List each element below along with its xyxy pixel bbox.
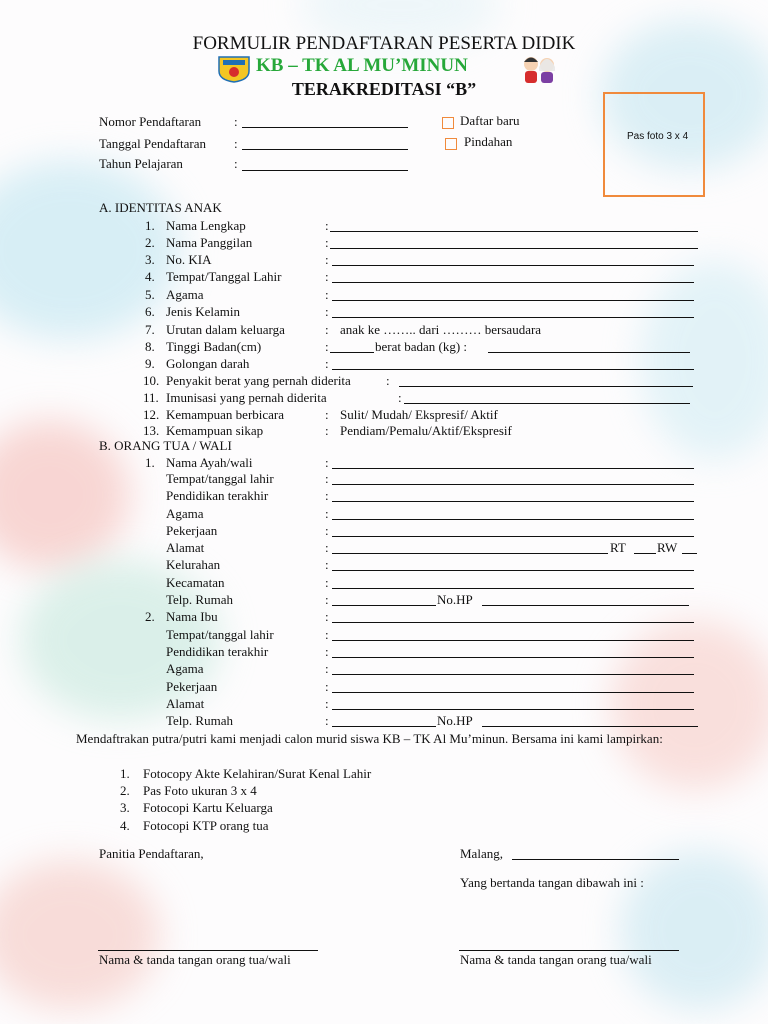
alamat-field[interactable] bbox=[332, 553, 608, 554]
item-number: 5. bbox=[145, 287, 155, 302]
telp-rumah-field[interactable] bbox=[332, 726, 436, 727]
item-label: Kemampuan berbicara bbox=[166, 407, 285, 422]
parent-field-input[interactable] bbox=[332, 501, 694, 502]
item-number: 8. bbox=[145, 339, 155, 354]
statement-text: Mendaftrakan putra/putri kami menjadi calon murid siswa KB – TK Al Mu’minun. Bersama ini kami lampirkan: bbox=[76, 731, 663, 746]
item-field[interactable] bbox=[332, 317, 694, 318]
parent-number: 2. bbox=[145, 609, 155, 624]
item-field[interactable] bbox=[399, 386, 693, 387]
item-number: 9. bbox=[145, 356, 155, 371]
nomor-pendaftaran-field[interactable] bbox=[242, 127, 408, 128]
attachment-number: 1. bbox=[120, 766, 130, 781]
parent-field-input[interactable] bbox=[332, 692, 694, 693]
section-b-title: B. ORANG TUA / WALI bbox=[99, 438, 232, 453]
item-value: Pendiam/Pemalu/Aktif/Ekspresif bbox=[340, 423, 512, 438]
item-value: berat badan (kg) : bbox=[375, 339, 468, 354]
attachment-item: Fotocopi Kartu Keluarga bbox=[143, 800, 273, 815]
item-field[interactable] bbox=[404, 403, 690, 404]
pindahan-checkbox[interactable] bbox=[445, 138, 457, 150]
section-a-title: A. IDENTITAS ANAK bbox=[99, 200, 222, 215]
item-label: Golongan darah bbox=[166, 356, 250, 371]
right-signature-line[interactable] bbox=[459, 950, 679, 951]
parent-field-input[interactable] bbox=[332, 709, 694, 710]
tanggal-pendaftaran-label: Tanggal Pendaftaran bbox=[99, 136, 207, 151]
nomor-pendaftaran-label: Nomor Pendaftaran bbox=[99, 114, 202, 129]
photo-box bbox=[603, 92, 705, 197]
item-number: 10. bbox=[143, 373, 160, 388]
attachment-number: 3. bbox=[120, 800, 130, 815]
attachment-item: Fotocopy Akte Kelahiran/Surat Kenal Lahir bbox=[143, 766, 372, 781]
left-signature-line[interactable] bbox=[98, 950, 318, 951]
item-label: Tempat/Tanggal Lahir bbox=[166, 269, 282, 284]
parent-field-label: Agama bbox=[166, 506, 204, 521]
parent-field-label: Alamat bbox=[166, 540, 205, 555]
rw-field[interactable] bbox=[682, 553, 697, 554]
item-field[interactable] bbox=[330, 231, 698, 232]
date-field[interactable] bbox=[512, 859, 679, 860]
parent-field-label: Telp. Rumah bbox=[166, 592, 233, 607]
item-value: Sulit/ Mudah/ Ekspresif/ Aktif bbox=[340, 407, 498, 422]
berat-badan-field[interactable] bbox=[488, 352, 690, 353]
item-number: 13. bbox=[143, 423, 160, 438]
item-field[interactable] bbox=[330, 248, 698, 249]
parent-field-label: Tempat/tanggal lahir bbox=[166, 627, 274, 642]
item-label: Kemampuan sikap bbox=[166, 423, 264, 438]
parent-field-label: Kelurahan bbox=[166, 557, 221, 572]
item-label: Agama bbox=[166, 287, 204, 302]
item-label: Tinggi Badan(cm) bbox=[166, 339, 262, 354]
school-name: KB – TK AL MU’MINUN bbox=[256, 55, 468, 76]
parent-field-label: Tempat/tanggal lahir bbox=[166, 471, 274, 486]
place-label: Malang, bbox=[460, 846, 503, 861]
tahun-pelajaran-field[interactable] bbox=[242, 170, 408, 171]
attachment-number: 2. bbox=[120, 783, 130, 798]
nohp-field[interactable] bbox=[482, 605, 689, 606]
tanggal-pendaftaran-field[interactable] bbox=[242, 149, 408, 150]
item-label: Jenis Kelamin bbox=[166, 304, 241, 319]
parent-field-input[interactable] bbox=[332, 588, 694, 589]
parent-field-label: Telp. Rumah bbox=[166, 713, 233, 728]
item-number: 12. bbox=[143, 407, 160, 422]
parent-field-label: Kecamatan bbox=[166, 575, 225, 590]
parent-field-label: Pekerjaan bbox=[166, 679, 218, 694]
item-field[interactable] bbox=[332, 369, 694, 370]
daftar-baru-label: Daftar baru bbox=[460, 113, 520, 128]
item-field[interactable] bbox=[332, 265, 694, 266]
parent-field-label: Alamat bbox=[166, 696, 205, 711]
item-field[interactable] bbox=[330, 352, 374, 353]
parent-field-input[interactable] bbox=[332, 570, 694, 571]
parent-field-label: Agama bbox=[166, 661, 204, 676]
parent-field-input[interactable] bbox=[332, 640, 694, 641]
item-field[interactable] bbox=[332, 282, 694, 283]
attachment-number: 4. bbox=[120, 818, 130, 833]
item-label: Imunisasi yang pernah diderita bbox=[166, 390, 327, 405]
nohp-label: No.HP bbox=[437, 592, 473, 607]
parent-field-label: Pendidikan terakhir bbox=[166, 644, 269, 659]
tahun-pelajaran-label: Tahun Pelajaran bbox=[99, 156, 183, 171]
item-label: Penyakit berat yang pernah diderita bbox=[166, 373, 351, 388]
rw-label: RW bbox=[657, 540, 678, 555]
form-title: FORMULIR PENDAFTARAN PESERTA DIDIK bbox=[192, 33, 576, 54]
item-number: 11. bbox=[143, 390, 159, 405]
item-label: Urutan dalam keluarga bbox=[166, 322, 285, 337]
photo-box-label: Pas foto 3 x 4 bbox=[627, 131, 689, 142]
item-number: 2. bbox=[145, 235, 155, 250]
item-number: 1. bbox=[145, 218, 155, 233]
parent-field-input[interactable] bbox=[332, 536, 694, 537]
panitia-label: Panitia Pendaftaran, bbox=[99, 846, 204, 861]
item-label: Nama Panggilan bbox=[166, 235, 253, 250]
accreditation: TERAKREDITASI “B” bbox=[291, 79, 477, 99]
item-number: 4. bbox=[145, 269, 155, 284]
parent-field-label: Pekerjaan bbox=[166, 523, 218, 538]
parent-field-label: Nama Ibu bbox=[166, 609, 218, 624]
item-field[interactable] bbox=[332, 300, 694, 301]
telp-rumah-field[interactable] bbox=[332, 605, 436, 606]
parent-field-input[interactable] bbox=[332, 484, 694, 485]
attachment-item: Fotocopi KTP orang tua bbox=[143, 818, 269, 833]
nohp-field[interactable] bbox=[482, 726, 698, 727]
parent-field-input[interactable] bbox=[332, 622, 694, 623]
rt-field[interactable] bbox=[634, 553, 656, 554]
right-signature-caption: Nama & tanda tangan orang tua/wali bbox=[460, 952, 652, 967]
rt-label: RT bbox=[610, 540, 626, 555]
attachment-item: Pas Foto ukuran 3 x 4 bbox=[143, 783, 257, 798]
undersigned-label: Yang bertanda tangan dibawah ini : bbox=[460, 875, 644, 890]
daftar-baru-checkbox[interactable] bbox=[442, 117, 454, 129]
item-value: anak ke …….. dari ……… bersaudara bbox=[340, 322, 542, 337]
parent-field-input[interactable] bbox=[332, 657, 694, 658]
parent-field-input[interactable] bbox=[332, 674, 694, 675]
item-number: 6. bbox=[145, 304, 155, 319]
item-number: 7. bbox=[145, 322, 155, 337]
pindahan-label: Pindahan bbox=[464, 134, 513, 149]
item-number: 3. bbox=[145, 252, 155, 267]
left-signature-caption: Nama & tanda tangan orang tua/wali bbox=[99, 952, 291, 967]
parent-field-input[interactable] bbox=[332, 519, 694, 520]
parent-field-input[interactable] bbox=[332, 468, 694, 469]
registration-form: FORMULIR PENDAFTARAN PESERTA DIDIK KB – TK AL MU’MINUN TERAKREDITASI “B” Pas foto 3 x 4 Nomor Pendaftaran : Tanggal Pendaftaran : Tahun Pelajaran : Daftar baru Pindahan A. IDENTITAS ANAK 1. Nama Lengkap : 2. Nama Panggilan : 3. No. KIA : 4. Tempat/Tanggal Lahir : 5. Agama : 6. Jenis Kelamin : 7. Urutan dalam keluarga : anak ke …….. dari ……… bersaudara 8. Tinggi Badan(cm) : berat badan (kg) : 9. Golongan darah : 10. Penyakit berat yang pernah diderita : 11. Imunisasi yang pernah diderita : 12. Kemampuan berbicara : Sulit/ Mudah/ Ekspresif/ Aktif 13. Kemampuan sikap : Pendiam/Pemalu/Aktif/Ekspresif B. ORANG TUA / WALI 1. Nama Ayah/wali : Tempat/tanggal lahir : Pendidikan terakhir : Agama : Pekerjaan : Alamat : RT RW Kelurahan : Kecamatan : Telp. Rumah : No.HP 2. Nama Ibu : Tempat/tanggal lahir : Pendidikan terakhir : Agama : Pekerjaan : Alamat : Telp. Rumah : No.HP Mendaftrakan putra/putri kami menjadi calon murid siswa KB – TK Al Mu’minun. Bersama ini kami lampirkan: 1. Fotocopy Akte Kelahiran/Surat Kenal Lahir 2. Pas Foto ukuran 3 x 4 3. Fotocopi Kartu Keluarga 4. Fotocopi KTP orang tua Panitia Pendaftaran, Malang, Yang bertanda tangan dibawah ini : Nama & tanda tangan orang tua/wali Nama & tanda tangan orang tua/wali bbox=[0, 0, 768, 1024]
item-label: Nama Lengkap bbox=[166, 218, 246, 233]
parent-number: 1. bbox=[145, 455, 155, 470]
parent-field-label: Pendidikan terakhir bbox=[166, 488, 269, 503]
parent-field-label: Nama Ayah/wali bbox=[166, 455, 253, 470]
item-label: No. KIA bbox=[166, 252, 212, 267]
nohp-label: No.HP bbox=[437, 713, 473, 728]
